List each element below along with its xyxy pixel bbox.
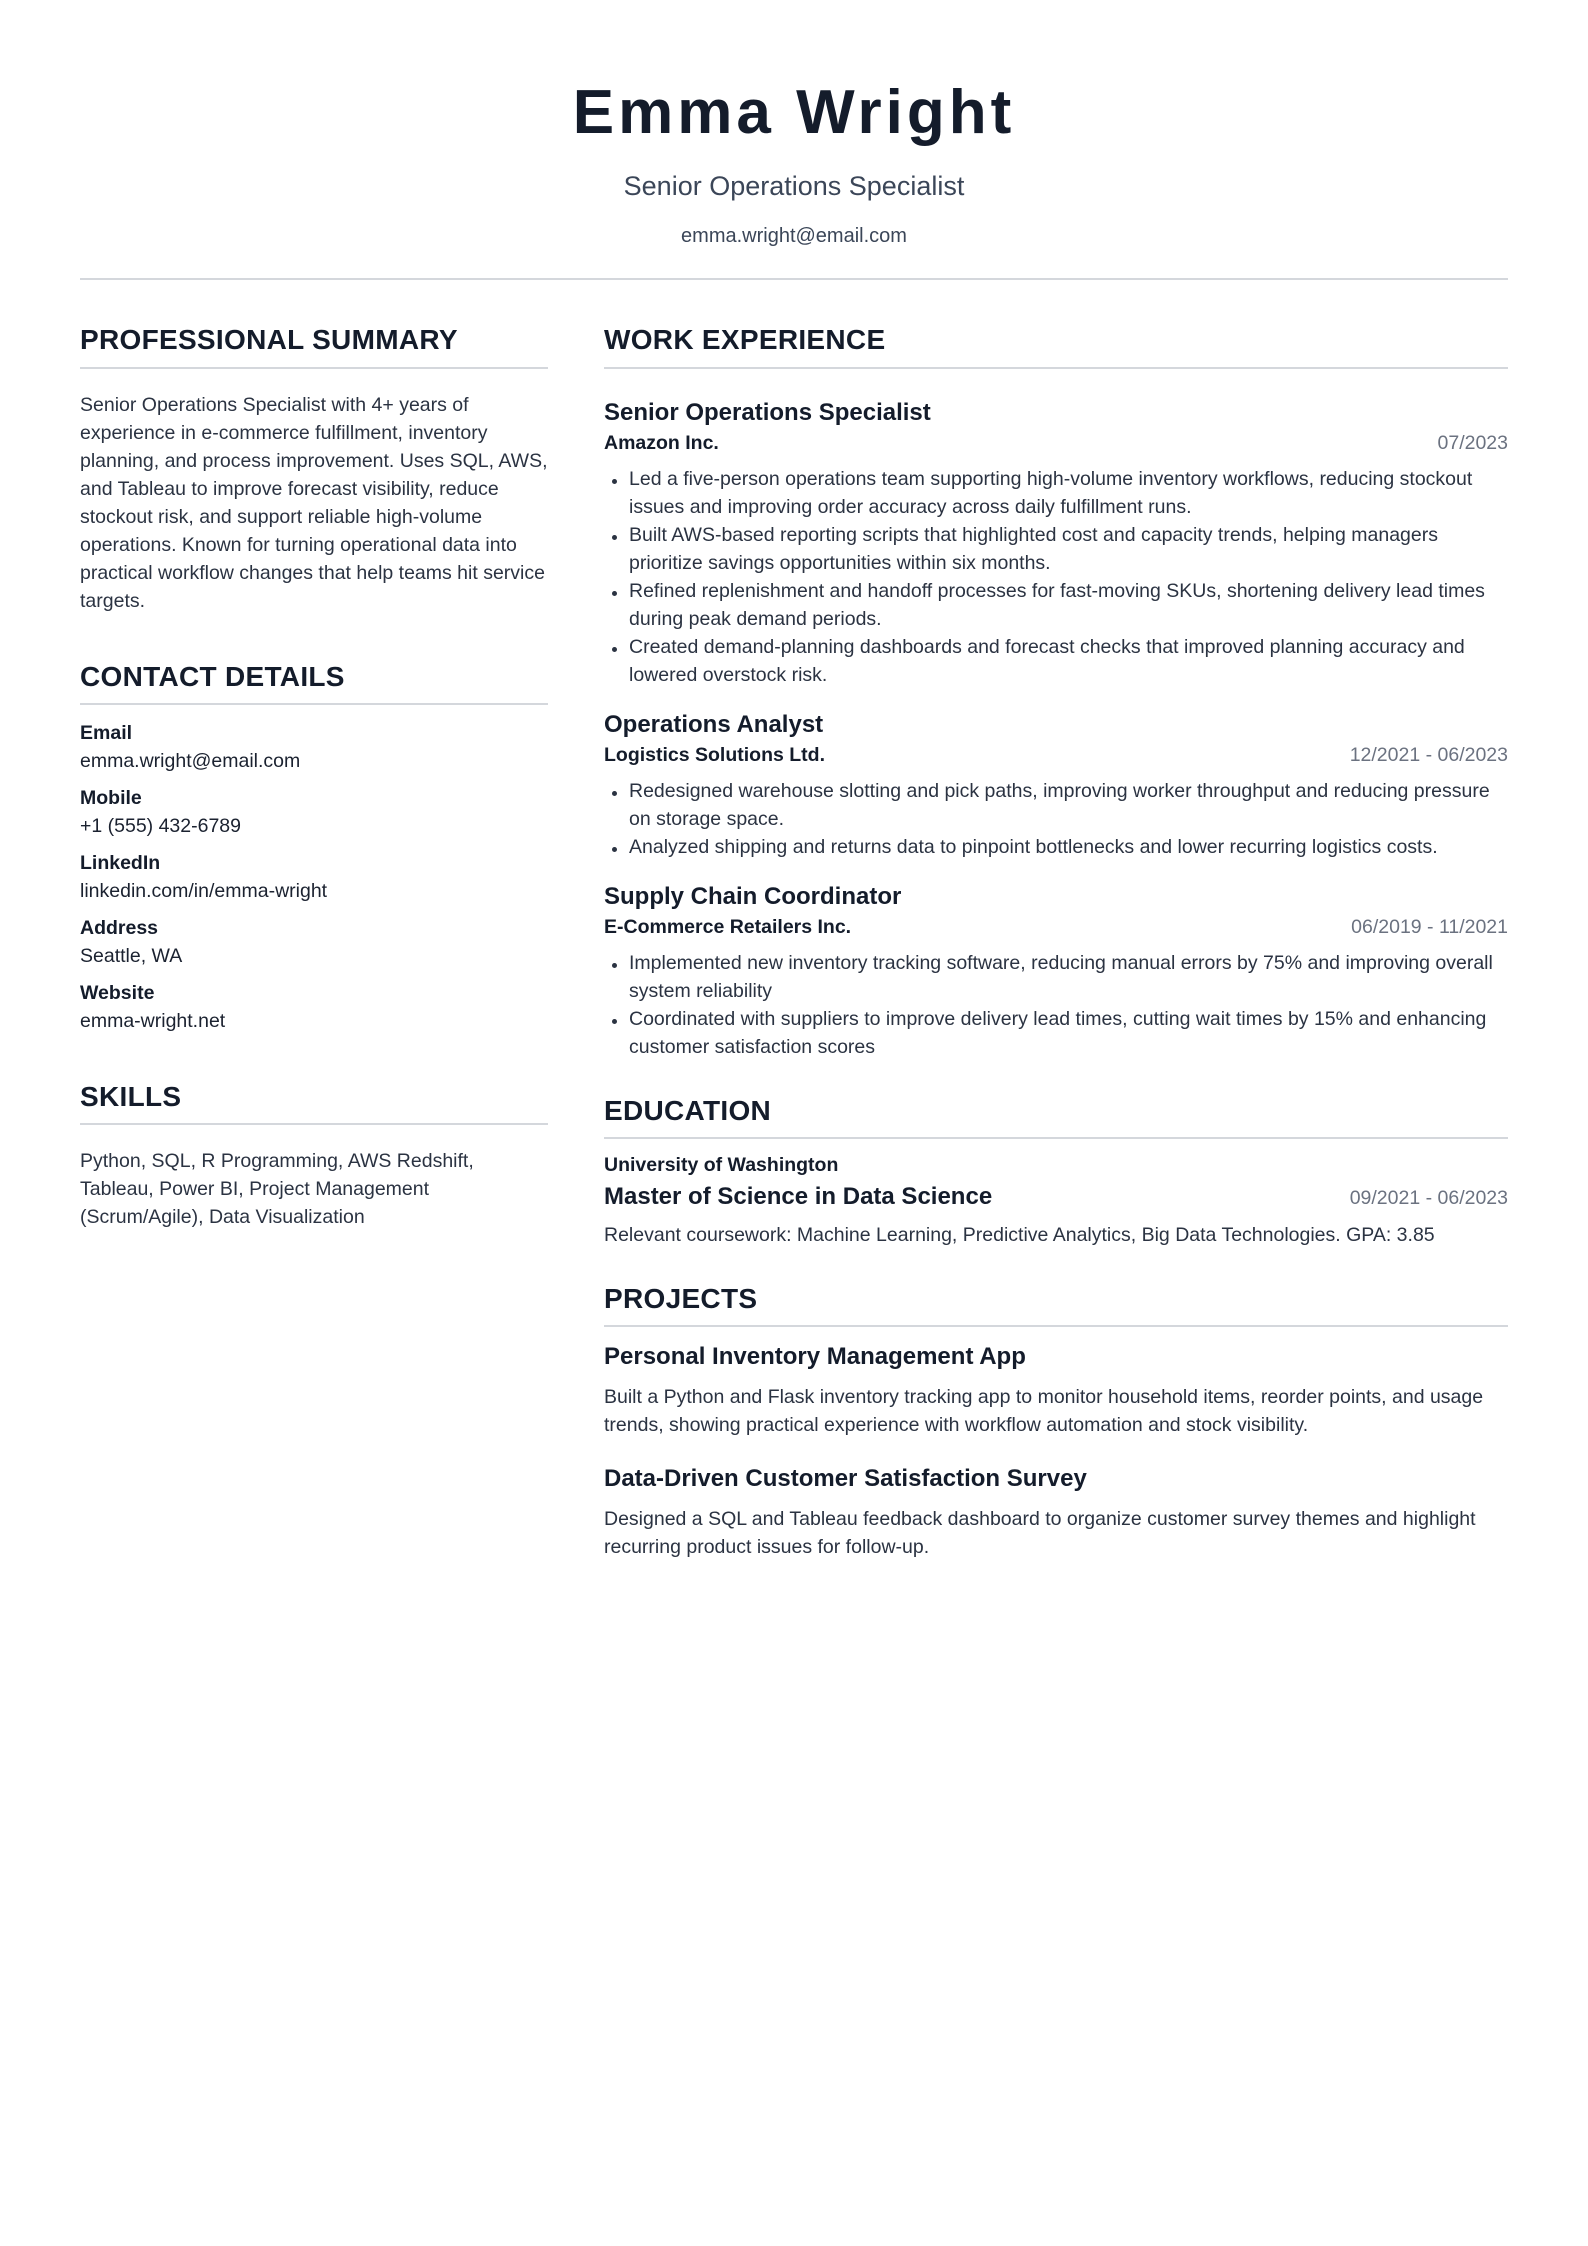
project-entry [604,1463,1508,1561]
job-dates: 07/2023 [1437,431,1508,454]
projects-section [604,1283,1508,1561]
job-company: Amazon Inc. [604,431,719,454]
left-column [80,324,548,1595]
contact-label: Website [80,981,155,1004]
job-bullet: Led a five-person operations team supporting high-volume inventory workflows, reducing stockout issues and improving order accuracy across daily fulfillment runs. [604,465,1508,521]
job-bullet: Created demand-planning dashboards and forecast checks that improved planning accuracy and lowered overstock risk. [604,633,1508,689]
job-bullet: Built AWS-based reporting scripts that highlighted cost and capacity trends, helping managers prioritize savings opportunities within six months. [604,521,1508,577]
contact-label: LinkedIn [80,851,161,874]
job-bullets [604,465,1508,689]
header-divider [80,278,1508,280]
project-description: Built a Python and Flask inventory tracking app to monitor household items, reorder points, and usage trends, showing practical experience with workflow automation and stock visibility. [604,1385,1484,1436]
resume-header [80,0,1508,280]
job-bullet: Implemented new inventory tracking software, reducing manual errors by 75% and improving overall system reliability [604,949,1508,1005]
candidate-role: Senior Operations Specialist [623,171,965,201]
job-bullets [604,949,1508,1061]
education-coursework: Relevant coursework: Machine Learning, Predictive Analytics, Big Data Technologies. GPA: 3.85 [604,1223,1435,1246]
education-degree: Master of Science in Data Science [604,1182,993,1210]
contact-section [80,661,548,1035]
project-title: Personal Inventory Management App [604,1342,1026,1370]
contact-label: Email [80,721,133,744]
contact-value-linkedin: linkedin.com/in/emma-wright [80,879,328,902]
job-title: Operations Analyst [604,710,824,738]
education-row [604,1181,1508,1213]
contact-value-website: emma-wright.net [80,1009,226,1032]
job-bullet: Analyzed shipping and returns data to pinpoint bottlenecks and lower recurring logistics costs. [604,833,1508,861]
job-company: Logistics Solutions Ltd. [604,743,825,766]
contact-label: Mobile [80,786,142,809]
project-entry [604,1341,1508,1439]
contact-value-email: emma.wright@email.com [80,749,301,772]
job-bullets [604,777,1508,861]
education-dates: 09/2021 - 06/2023 [1349,1186,1508,1209]
summary-text: Senior Operations Specialist with 4+ years of experience in e-commerce fulfillment, inventory planning, and process improvement. Uses SQL, AWS, and Tableau to improve forecast visibility, reduce stockout risk, and support reliable high-volume operations. Known for turning operational data into practical workflow changes that help teams hit service targets. [80,393,548,612]
job-bullet: Refined replenishment and handoff processes for fast-moving SKUs, shortening delivery lead times during peak demand periods. [604,577,1508,633]
contact-value-address: Seattle, WA [80,944,183,967]
contact-item-address [80,914,548,970]
project-description: Designed a SQL and Tableau feedback dashboard to organize customer survey themes and highlight recurring product issues for follow-up. [604,1507,1476,1558]
job-meta [604,913,1508,941]
job-entry [604,397,1508,689]
summary-heading: PROFESSIONAL SUMMARY [80,324,548,368]
job-bullet: Coordinated with suppliers to improve delivery lead times, cutting wait times by 15% and enhancing customer satisfaction scores [604,1005,1508,1061]
job-entry [604,709,1508,861]
job-bullet: Redesigned warehouse slotting and pick paths, improving worker throughput and reducing pressure on storage space. [604,777,1508,833]
skills-heading: SKILLS [80,1081,548,1125]
skills-section [80,1081,548,1231]
contact-list [80,719,548,1035]
job-meta [604,429,1508,457]
project-title: Data-Driven Customer Satisfaction Survey [604,1464,1087,1492]
projects-heading: PROJECTS [604,1283,1508,1327]
experience-heading: WORK EXPERIENCE [604,324,1508,368]
education-school: University of Washington [604,1153,839,1176]
candidate-name: Emma Wright [572,78,1016,147]
header-email: emma.wright@email.com [681,225,907,248]
resume-columns [80,324,1508,1595]
job-meta [604,741,1508,769]
job-title: Supply Chain Coordinator [604,882,902,910]
contact-item-linkedin [80,849,548,905]
contact-value-mobile: +1 (555) 432-6789 [80,814,241,837]
education-section [604,1095,1508,1249]
contact-item-mobile [80,784,548,840]
job-dates: 06/2019 - 11/2021 [1351,915,1508,938]
experience-section [604,324,1508,1060]
skills-text: Python, SQL, R Programming, AWS Redshift, Tableau, Power BI, Project Management (Scrum/Agile), Data Visualization [80,1149,474,1228]
job-title: Senior Operations Specialist [604,398,931,426]
job-company: E-Commerce Retailers Inc. [604,915,852,938]
contact-item-website [80,979,548,1035]
summary-section [80,324,548,614]
right-column [604,324,1508,1595]
education-heading: EDUCATION [604,1095,1508,1139]
contact-heading: CONTACT DETAILS [80,661,548,705]
job-dates: 12/2021 - 06/2023 [1349,743,1508,766]
contact-item-email [80,719,548,775]
contact-label: Address [80,916,159,939]
job-entry [604,881,1508,1061]
